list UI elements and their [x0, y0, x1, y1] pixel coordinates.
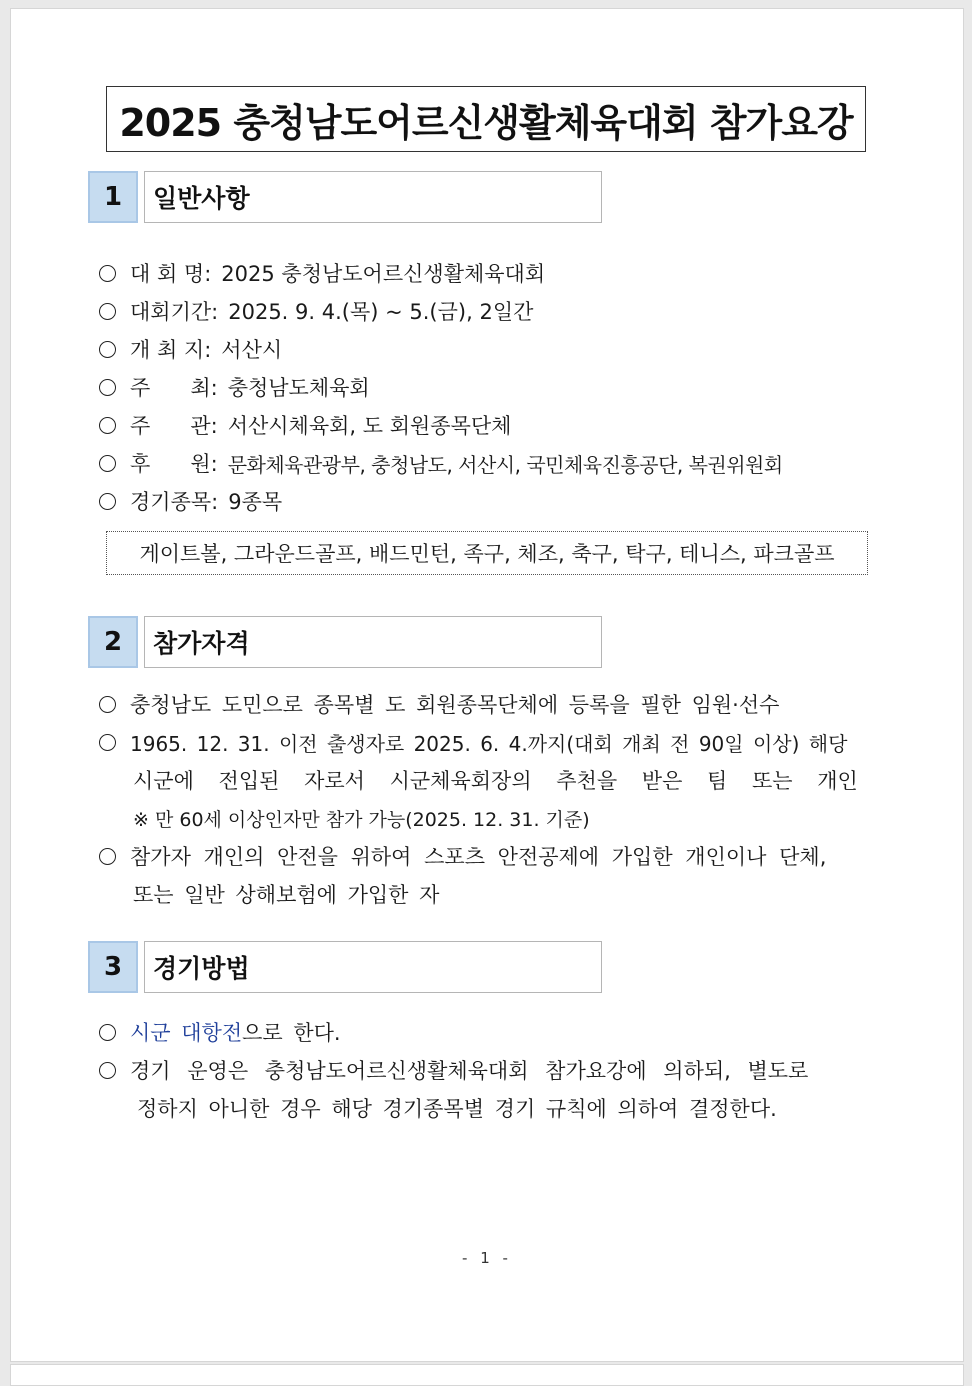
item-label: 후 원: [130, 452, 218, 476]
list-item [99, 724, 899, 760]
item-label: 주 관: [130, 414, 218, 438]
item-continuation [137, 1090, 903, 1126]
list-item [99, 407, 899, 443]
note-text: ※ 만 60세 이상인자만 참가 가능(2025. 12. 31. 기준) [133, 808, 590, 831]
list-item [99, 483, 899, 519]
item-label: 경기종목: [130, 490, 219, 514]
section-title: 일반사항 [144, 171, 602, 223]
item-text: 충청남도 도민으로 종목별 도 회원종목단체에 등록을 필한 임원·선수 [130, 693, 780, 717]
next-page-edge [10, 1364, 964, 1386]
item-value: 문화체육관광부, 충청남도, 서산시, 국민체육진흥공단, 복권위원회 [227, 452, 783, 477]
list-item [99, 686, 899, 722]
item-label: 개 최 지: [130, 338, 212, 362]
item-label: 주 최: [130, 376, 218, 400]
list-item [99, 293, 899, 329]
item-text: 시군에 전입된 자로서 시군체육회장의 추천을 받은 팀 또는 개인 [133, 769, 858, 793]
circle-bullet-icon [99, 341, 116, 358]
item-label: 대회기간: [130, 300, 219, 324]
item-value: 서산시체육회, 도 회원종목단체 [227, 414, 512, 438]
circle-bullet-icon [99, 379, 116, 396]
list-item [99, 255, 899, 291]
circle-bullet-icon [99, 1062, 116, 1079]
item-text: 경기 운영은 충청남도어르신생활체육대회 참가요강에 의하되, 별도로 [130, 1059, 809, 1083]
circle-bullet-icon [99, 734, 116, 751]
item-text: 정하지 아니한 경우 해당 경기종목별 경기 규칙에 의하여 결정한다. [137, 1097, 777, 1121]
item-note [133, 800, 899, 836]
circle-bullet-icon [99, 1024, 116, 1041]
section-number: 2 [88, 616, 138, 668]
circle-bullet-icon [99, 417, 116, 434]
list-item [99, 369, 899, 405]
section-title: 참가자격 [144, 616, 602, 668]
item-continuation [133, 876, 899, 912]
circle-bullet-icon [99, 265, 116, 282]
circle-bullet-icon [99, 848, 116, 865]
list-item [99, 1052, 899, 1088]
item-value: 2025. 9. 4.(목) ~ 5.(금), 2일간 [228, 300, 534, 324]
item-value: 서산시 [221, 338, 283, 362]
circle-bullet-icon [99, 303, 116, 320]
item-text: 1965. 12. 31. 이전 출생자로 2025. 6. 4.까지(대회 개최 전 90일 이상) 해당 [130, 731, 848, 756]
document-title: 2025 충청남도어르신생활체육대회 참가요강 [106, 86, 866, 152]
item-continuation [133, 762, 899, 798]
section-number: 1 [88, 171, 138, 223]
circle-bullet-icon [99, 696, 116, 713]
section-header-2 [88, 616, 602, 668]
item-label: 대 회 명: [130, 262, 212, 286]
section-number: 3 [88, 941, 138, 993]
list-item [99, 838, 899, 874]
item-text: 으로 한다. [242, 1021, 341, 1045]
item-text: 참가자 개인의 안전을 위하여 스포츠 안전공제에 가입한 개인이나 단체, [130, 845, 827, 869]
section-header-1 [88, 171, 602, 223]
events-list-box: 게이트볼, 그라운드골프, 배드민턴, 족구, 체조, 축구, 탁구, 테니스, 파크골프 [106, 531, 868, 575]
section-title: 경기방법 [144, 941, 602, 993]
section-header-3 [88, 941, 602, 993]
list-item [99, 1014, 899, 1050]
circle-bullet-icon [99, 455, 116, 472]
item-value: 2025 충청남도어르신생활체육대회 [221, 262, 546, 286]
circle-bullet-icon [99, 493, 116, 510]
list-item [99, 331, 899, 367]
highlight-text: 시군 대항전 [130, 1021, 243, 1045]
page-number: - 1 - [462, 1249, 512, 1267]
document-page [10, 8, 964, 1362]
item-value: 충청남도체육회 [227, 376, 370, 400]
item-text: 또는 일반 상해보험에 가입한 자 [133, 883, 440, 907]
list-item [99, 445, 899, 481]
item-value: 9종목 [228, 490, 283, 514]
